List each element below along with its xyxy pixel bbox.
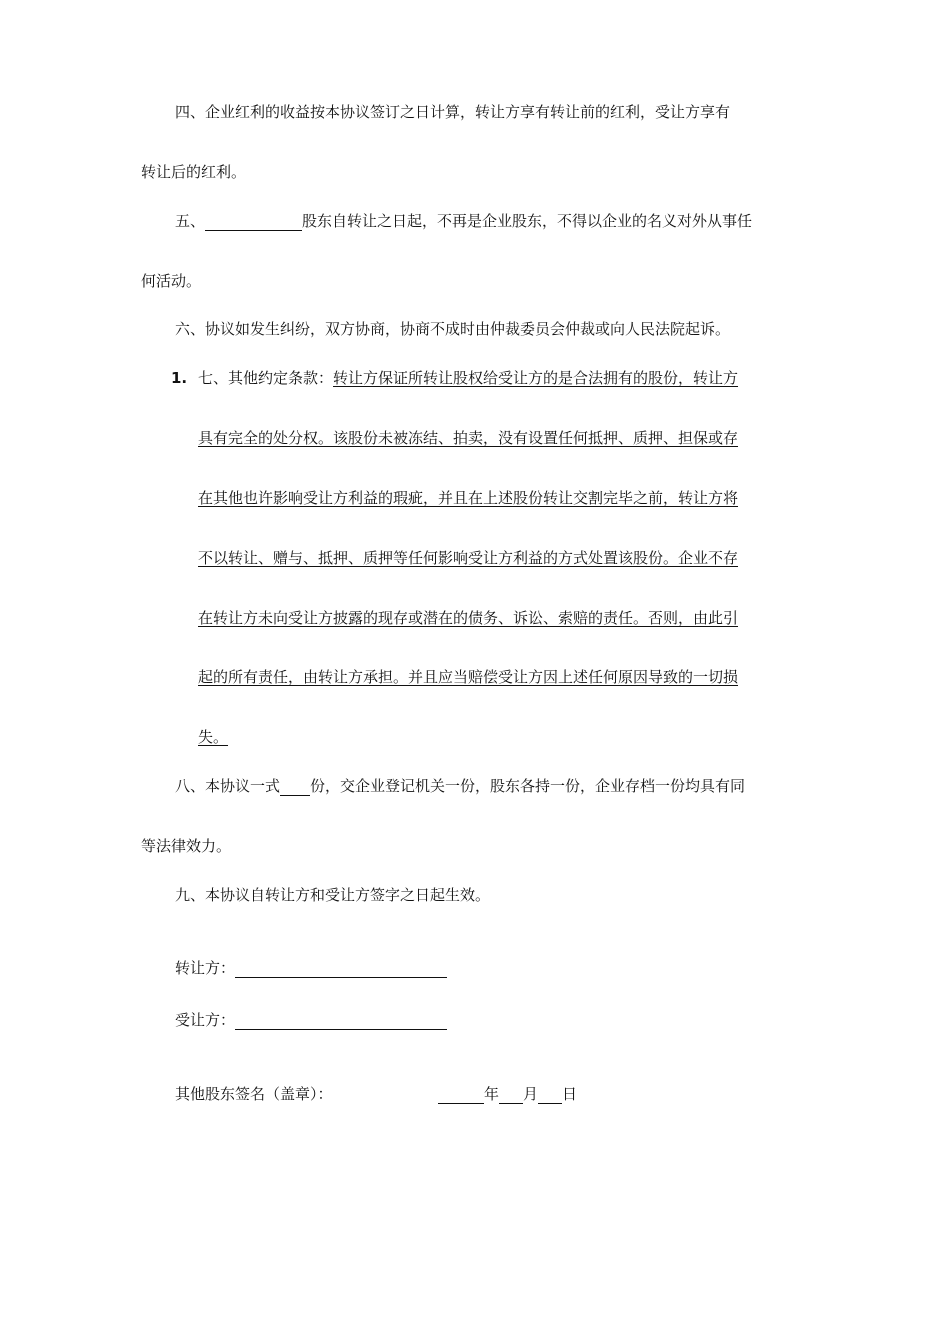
month-blank[interactable] <box>499 1087 523 1104</box>
transferee-label: 受让方： <box>175 1011 236 1029</box>
clause7-line6: 起的所有责任，由转让方承担。并且应当赔偿受让方因上述任何原因导致的一切损 <box>198 668 739 686</box>
clause7-line4: 不以转让、赠与、抵押、质押等任何影响受让方利益的方式处置该股份。企业不存 <box>198 549 739 567</box>
day-blank[interactable] <box>538 1087 562 1104</box>
clause7-line7: 失。 <box>198 728 229 746</box>
clause5-line2: 何活动。 <box>141 272 202 290</box>
clause7-line3: 在其他也许影响受让方利益的瑕疵，并且在上述股份转让交割完毕之前，转让方将 <box>198 489 739 507</box>
clause7-prefix: 七、其他约定条款： <box>198 369 334 387</box>
transferor-signature-blank[interactable] <box>235 961 447 978</box>
list-number: 1. <box>171 369 188 387</box>
clause8-line2: 等法律效力。 <box>141 837 232 855</box>
clause4-line1: 四、企业红利的收益按本协议签订之日计算，转让方享有转让前的红利，受让方享有 <box>175 103 731 121</box>
clause5-prefix: 五、 <box>175 212 206 230</box>
transferor-label: 转让方： <box>175 959 236 977</box>
clause8-before: 八、本协议一式 <box>175 777 281 795</box>
clause7-line1 <box>198 368 738 388</box>
year-blank[interactable] <box>438 1087 484 1104</box>
copies-count-blank[interactable] <box>280 779 310 796</box>
clause7-line5: 在转让方未向受让方披露的现存或潜在的债务、诉讼、索赔的责任。否则，由此引 <box>198 609 739 627</box>
shareholder-name-blank[interactable] <box>205 214 302 231</box>
clause5-line1-text: 股东自转让之日起，不再是企业股东，不得以企业的名义对外从事任 <box>302 212 753 230</box>
clause5-line1 <box>175 211 752 231</box>
transferor-signature-row <box>175 958 447 978</box>
clause4-line2: 转让后的红利。 <box>141 163 247 181</box>
clause9-text: 九、本协议自转让方和受让方签字之日起生效。 <box>175 886 491 904</box>
clause8-after: 份，交企业登记机关一份，股东各持一份，企业存档一份均具有同 <box>310 777 746 795</box>
transferee-signature-row <box>175 1010 447 1030</box>
clause8-line1 <box>175 776 745 796</box>
clause6-text: 六、协议如发生纠纷，双方协商，协商不成时由仲裁委员会仲裁或向人民法院起诉。 <box>175 320 731 338</box>
transferee-signature-blank[interactable] <box>235 1013 447 1030</box>
month-label: 月 <box>523 1085 539 1103</box>
year-label: 年 <box>484 1085 500 1103</box>
clause7-line2: 具有完全的处分权。该股份未被冻结、拍卖，没有设置任何抵押、质押、担保或存 <box>198 429 739 447</box>
clause7-underlined-text: 转让方保证所转让股权给受让方的是合法拥有的股份，转让方 <box>333 369 739 387</box>
other-shareholders-label: 其他股东签名（盖章）： <box>175 1085 333 1103</box>
signing-date <box>438 1084 577 1104</box>
day-label: 日 <box>562 1085 578 1103</box>
